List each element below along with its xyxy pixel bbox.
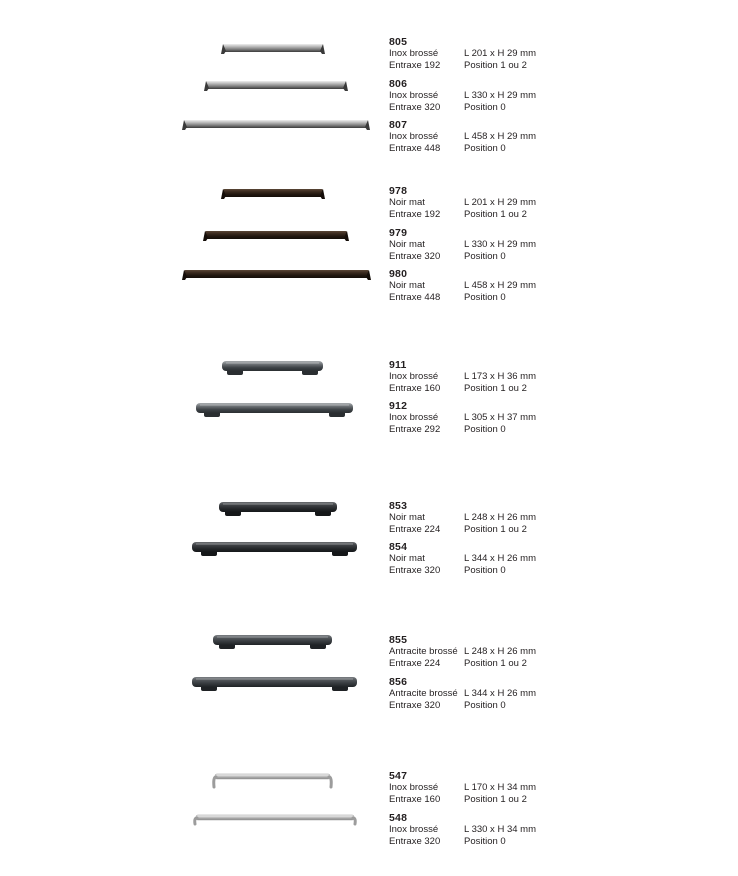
product-entraxe: Entraxe 192 [389, 208, 441, 220]
product-dimensions: L 173 x H 36 mm [464, 371, 536, 382]
product-finish: Inox brossé [389, 782, 439, 793]
product-entraxe: Entraxe 320 [389, 564, 441, 576]
handle-806 [204, 81, 348, 91]
product-code: 911 [389, 359, 407, 371]
handle-854 [192, 542, 357, 556]
product-position: Position 1 ou 2 [464, 59, 527, 71]
product-dimensions: L 248 x H 26 mm [464, 512, 536, 523]
product-finish: Inox brossé [389, 48, 439, 59]
product-entraxe: Entraxe 320 [389, 101, 441, 113]
product-code: 979 [389, 227, 408, 239]
handle-980 [182, 270, 371, 280]
product-code: 853 [389, 500, 408, 512]
product-dimensions: L 344 x H 26 mm [464, 553, 536, 564]
product-code: 980 [389, 268, 408, 280]
product-finish: Inox brossé [389, 371, 439, 382]
product-dimensions: L 330 x H 29 mm [464, 239, 536, 250]
product-position: Position 0 [464, 291, 506, 303]
product-entraxe: Entraxe 320 [389, 250, 441, 262]
product-finish: Antracite brossé [389, 688, 458, 699]
handle-911 [222, 361, 323, 375]
product-dimensions: L 458 x H 29 mm [464, 131, 536, 142]
handle-547 [214, 774, 332, 787]
product-dimensions: L 344 x H 26 mm [464, 688, 536, 699]
product-entraxe: Entraxe 160 [389, 793, 441, 805]
handle-978 [221, 189, 325, 199]
product-position: Position 0 [464, 423, 506, 435]
handle-807 [182, 120, 370, 130]
product-entraxe: Entraxe 292 [389, 423, 441, 435]
product-code: 547 [389, 770, 408, 782]
handle-805 [221, 44, 325, 54]
product-code: 856 [389, 676, 408, 688]
product-code: 805 [389, 36, 408, 48]
product-position: Position 1 ou 2 [464, 382, 527, 394]
product-finish: Noir mat [389, 512, 425, 523]
product-entraxe: Entraxe 320 [389, 835, 441, 847]
product-code: 806 [389, 78, 408, 90]
product-position: Position 0 [464, 142, 506, 154]
product-entraxe: Entraxe 224 [389, 657, 441, 669]
product-dimensions: L 458 x H 29 mm [464, 280, 536, 291]
product-code: 807 [389, 119, 408, 131]
product-dimensions: L 330 x H 29 mm [464, 90, 536, 101]
product-entraxe: Entraxe 448 [389, 142, 441, 154]
handle-856 [192, 677, 357, 691]
product-code: 854 [389, 541, 408, 553]
product-position: Position 1 ou 2 [464, 208, 527, 220]
handle-912 [196, 403, 353, 417]
product-dimensions: L 305 x H 37 mm [464, 412, 536, 423]
product-position: Position 0 [464, 564, 506, 576]
product-entraxe: Entraxe 448 [389, 291, 441, 303]
product-entraxe: Entraxe 192 [389, 59, 441, 71]
product-dimensions: L 201 x H 29 mm [464, 48, 536, 59]
product-dimensions: L 330 x H 34 mm [464, 824, 536, 835]
handle-548 [195, 815, 356, 824]
product-dimensions: L 248 x H 26 mm [464, 646, 536, 657]
product-entraxe: Entraxe 160 [389, 382, 441, 394]
handle-853 [219, 502, 337, 516]
handle-855 [213, 635, 332, 649]
product-dimensions: L 170 x H 34 mm [464, 782, 536, 793]
product-finish: Antracite brossé [389, 646, 458, 657]
product-entraxe: Entraxe 320 [389, 699, 441, 711]
product-finish: Inox brossé [389, 131, 439, 142]
product-position: Position 0 [464, 835, 506, 847]
product-code: 548 [389, 812, 408, 824]
product-code: 912 [389, 400, 408, 412]
product-finish: Inox brossé [389, 412, 439, 423]
product-code: 978 [389, 185, 408, 197]
product-entraxe: Entraxe 224 [389, 523, 441, 535]
product-position: Position 1 ou 2 [464, 523, 527, 535]
product-code: 855 [389, 634, 408, 646]
product-finish: Noir mat [389, 280, 425, 291]
product-finish: Noir mat [389, 239, 425, 250]
product-position: Position 1 ou 2 [464, 657, 527, 669]
product-position: Position 0 [464, 101, 506, 113]
product-finish: Inox brossé [389, 824, 439, 835]
product-position: Position 1 ou 2 [464, 793, 527, 805]
product-finish: Noir mat [389, 553, 425, 564]
product-position: Position 0 [464, 250, 506, 262]
product-dimensions: L 201 x H 29 mm [464, 197, 536, 208]
product-finish: Noir mat [389, 197, 425, 208]
handle-979 [203, 231, 349, 241]
product-position: Position 0 [464, 699, 506, 711]
product-finish: Inox brossé [389, 90, 439, 101]
